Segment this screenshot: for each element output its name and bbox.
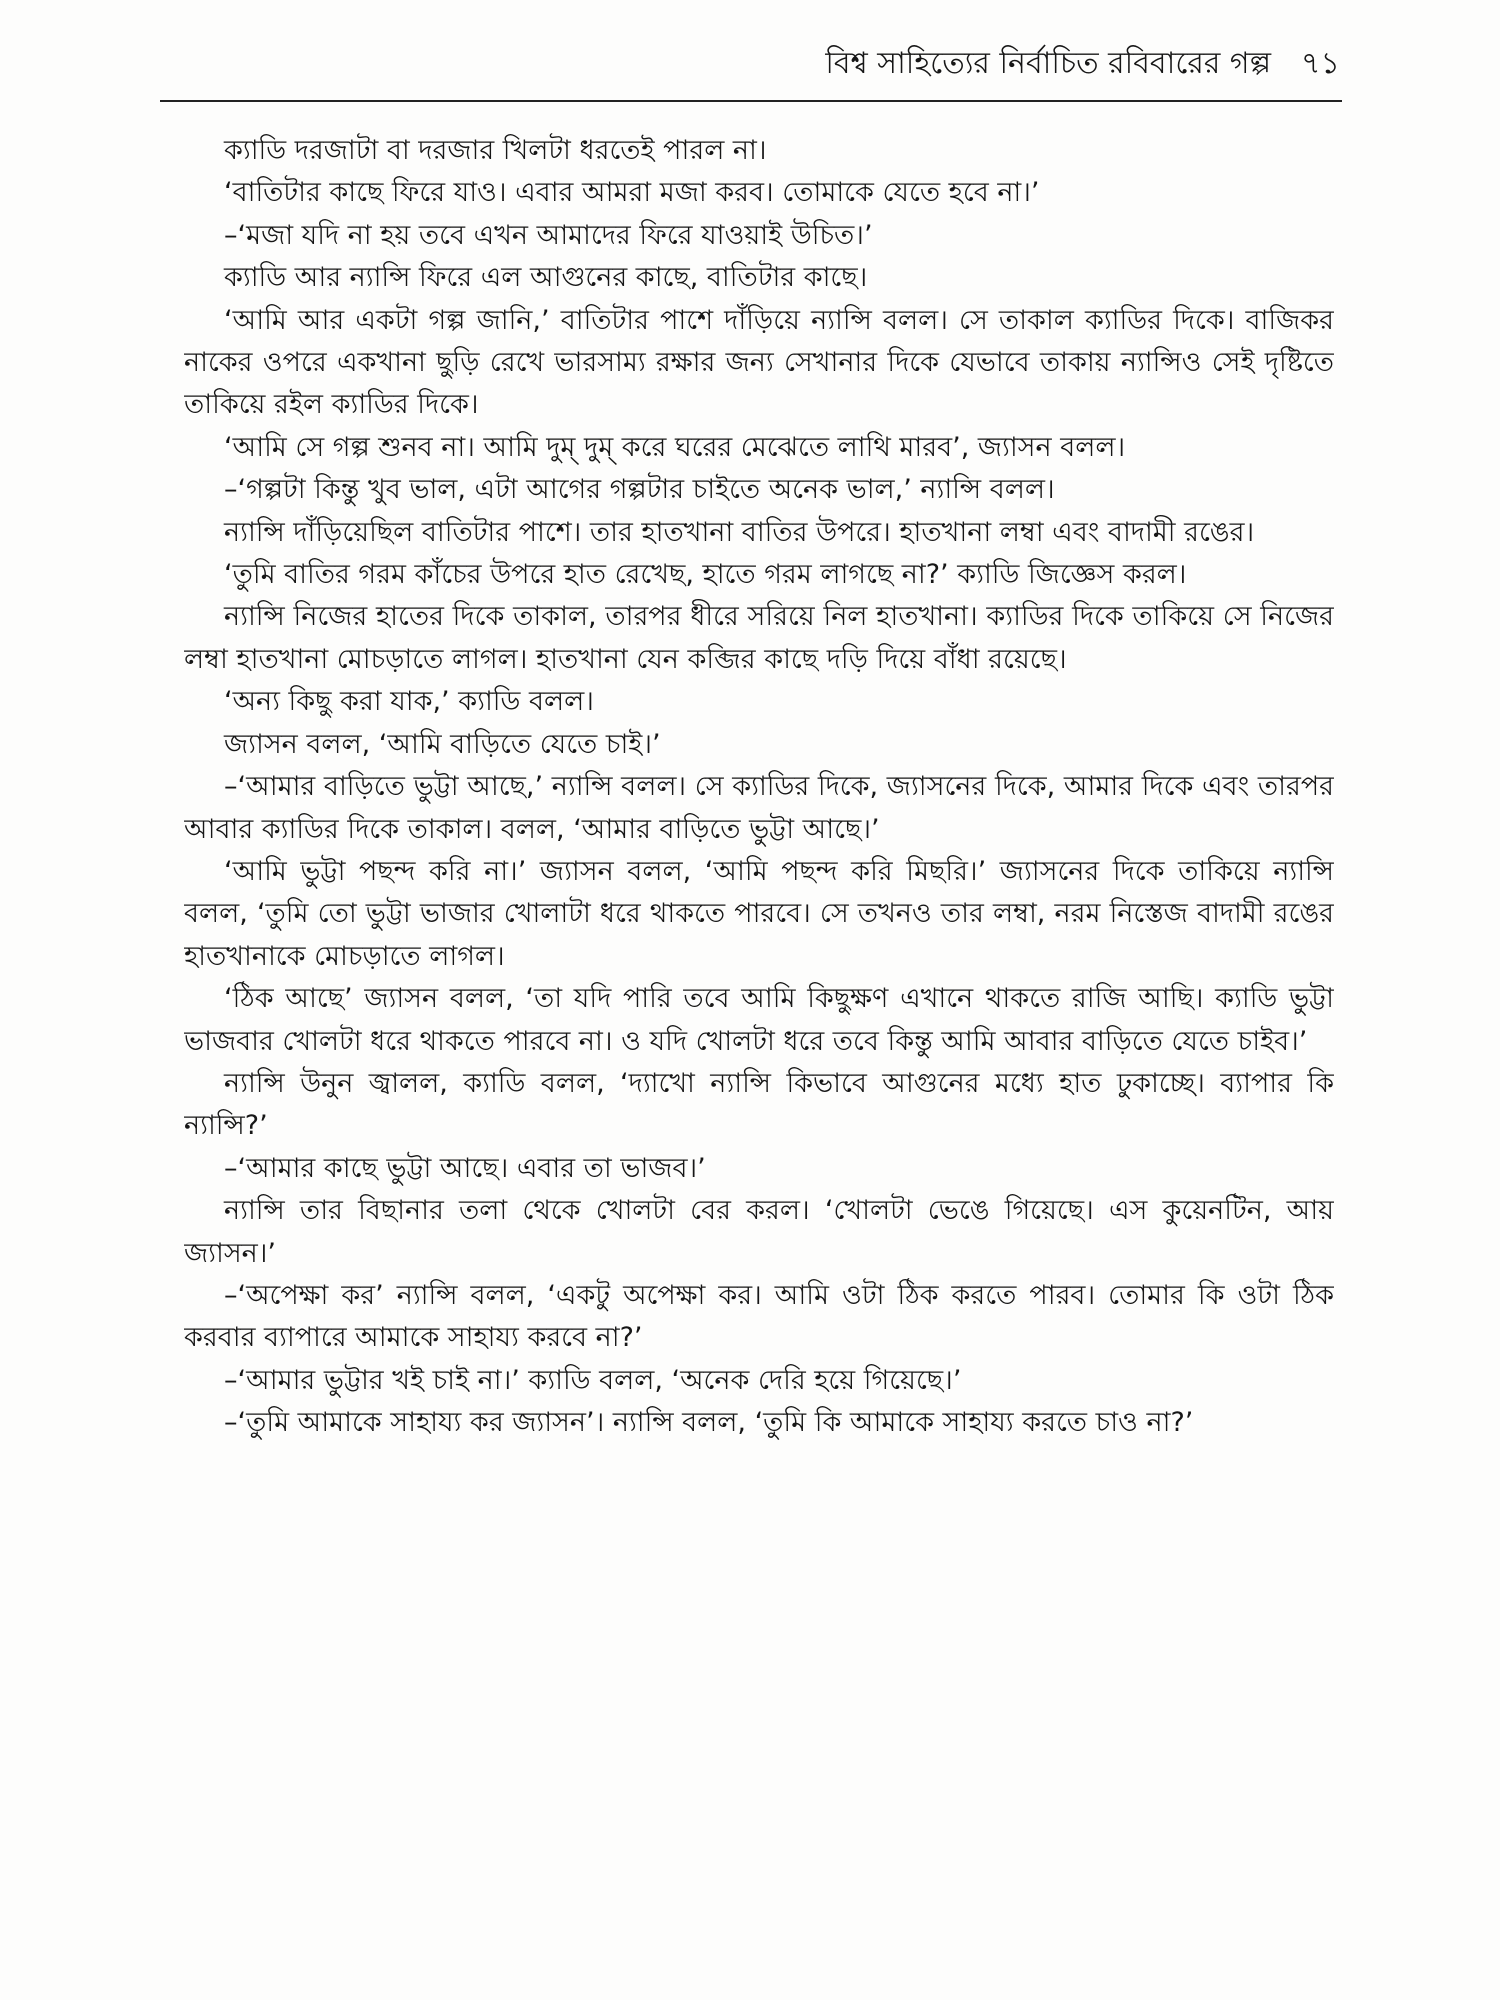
paragraph: ‘ঠিক আছে’ জ্যাসন বলল, ‘তা যদি পারি তবে আমি কিছুক্ষণ এখানে থাকতে রাজি আছি। ক্যাডি ভুট্টা ভাজবার খোলটা ধরে থাকতে পারবে না। ও যদি খোলটা ধরে তবে কিন্তু আমি আবার বাড়িতে যেতে চাইব।’ [184, 983, 1334, 1057]
paragraph: ন্যান্সি দাঁড়িয়েছিল বাতিটার পাশে। তার হাতখানা বাতির উপরে। হাতখানা লম্বা এবং বাদামী রঙের। [224, 516, 1255, 548]
paragraph: ক্যাডি আর ন্যান্সি ফিরে এল আগুনের কাছে, বাতিটার কাছে। [224, 262, 868, 294]
body-text [184, 130, 1334, 1980]
paragraph: ‘তুমি বাতির গরম কাঁচের উপরে হাত রেখেছ, হাতে গরম লাগছে না?’ ক্যাডি জিজ্ঞেস করল। [224, 559, 1187, 591]
paragraph: –‘তুমি আমাকে সাহায্য কর জ্যাসন’। ন্যান্সি বলল, ‘তুমি কি আমাকে সাহায্য করতে চাও না?’ [224, 1407, 1194, 1439]
paragraph: –‘গল্পটা কিন্তু খুব ভাল, এটা আগের গল্পটার চাইতে অনেক ভাল,’ ন্যান্সি বলল। [224, 474, 1055, 506]
paragraph: –‘মজা যদি না হয় তবে এখন আমাদের ফিরে যাওয়াই উচিত।’ [224, 219, 873, 251]
paragraph: –‘অপেক্ষা কর’ ন্যান্সি বলল, ‘একটু অপেক্ষা কর। আমি ওটা ঠিক করতে পারব। তোমার কি ওটা ঠিক করবার ব্যাপারে আমাকে সাহায্য করবে না?’ [184, 1279, 1334, 1354]
paragraph: ‘আমি আর একটা গল্প জানি,’ বাতিটার পাশে দাঁড়িয়ে ন্যান্সি বলল। সে তাকাল ক্যাডির দিকে। বাজিকর নাকের ওপরে একখানা ছুড়ি রেখে ভারসাম্য রক্ষার জন্য সেখানার দিকে যেভাবে তাকায় ন্যান্সিও সেই দৃষ্টিতে তাকিয়ে রইল ক্যাডির দিকে। [184, 304, 1334, 421]
paragraph: –‘আমার কাছে ভুট্টা আছে। এবার তা ভাজব।’ [224, 1152, 706, 1184]
page-number: ৭১ [1301, 45, 1340, 81]
paragraph: ক্যাডি দরজাটা বা দরজার খিলটা ধরতেই পারল না। [224, 135, 767, 166]
book-title: বিশ্ব সাহিত্যের নির্বাচিত রবিবারের গল্প [825, 45, 1272, 81]
header-divider [160, 100, 1342, 102]
paragraph: ‘আমি ভুট্টা পছন্দ করি না।’ জ্যাসন বলল, ‘আমি পছন্দ করি মিছরি।’ জ্যাসনের দিকে তাকিয়ে ন্যান্সি বলল, ‘তুমি তো ভুট্টা ভাজার খোলাটা ধরে থাকতে পারবে। সে তখনও তার লম্বা, নরম নিস্তেজ বাদামী রঙের হাতখানাকে মোচড়াতে লাগল। [184, 855, 1334, 972]
paragraph: ‘অন্য কিছু করা যাক,’ ক্যাডি বলল। [224, 686, 594, 718]
paragraph: ‘বাতিটার কাছে ফিরে যাও। এবার আমরা মজা করব। তোমাকে যেতে হবে না।’ [224, 177, 1040, 209]
paragraph: ন্যান্সি তার বিছানার তলা থেকে খোলটা বের করল। ‘খোলটা ভেঙে গিয়েছে। এস কুয়েনটিন, আয় জ্যাসন।’ [184, 1195, 1334, 1269]
paragraph: ‘আমি সে গল্প শুনব না। আমি দুম্ দুম্ করে ঘরের মেঝেতে লাথি মারব’, জ্যাসন বলল। [224, 431, 1126, 463]
paragraph: –‘আমার ভুট্টার খই চাই না।’ ক্যাডি বলল, ‘অনেক দেরি হয়ে গিয়েছে।’ [224, 1364, 962, 1396]
paragraph: জ্যাসন বলল, ‘আমি বাড়িতে যেতে চাই।’ [224, 728, 661, 760]
paragraph: ন্যান্সি নিজের হাতের দিকে তাকাল, তারপর ধীরে সরিয়ে নিল হাতখানা। ক্যাডির দিকে তাকিয়ে সে নিজের লম্বা হাতখানা মোচড়াতে লাগল। হাতখানা যেন কব্জির কাছে দড়ি দিয়ে বাঁধা রয়েছে। [184, 601, 1334, 675]
paragraph: ন্যান্সি উনুন জ্বালল, ক্যাডি বলল, ‘দ্যাখো ন্যান্সি কিভাবে আগুনের মধ্যে হাত ঢুকাচ্ছে। ব্যাপার কি ন্যান্সি?’ [184, 1067, 1334, 1142]
running-head [825, 44, 1340, 84]
paragraph: –‘আমার বাড়িতে ভুট্টা আছে,’ ন্যান্সি বলল। সে ক্যাডির দিকে, জ্যাসনের দিকে, আমার দিকে এবং তারপর আবার ক্যাডির দিকে তাকাল। বলল, ‘আমার বাড়িতে ভুট্টা আছে।’ [184, 771, 1334, 845]
